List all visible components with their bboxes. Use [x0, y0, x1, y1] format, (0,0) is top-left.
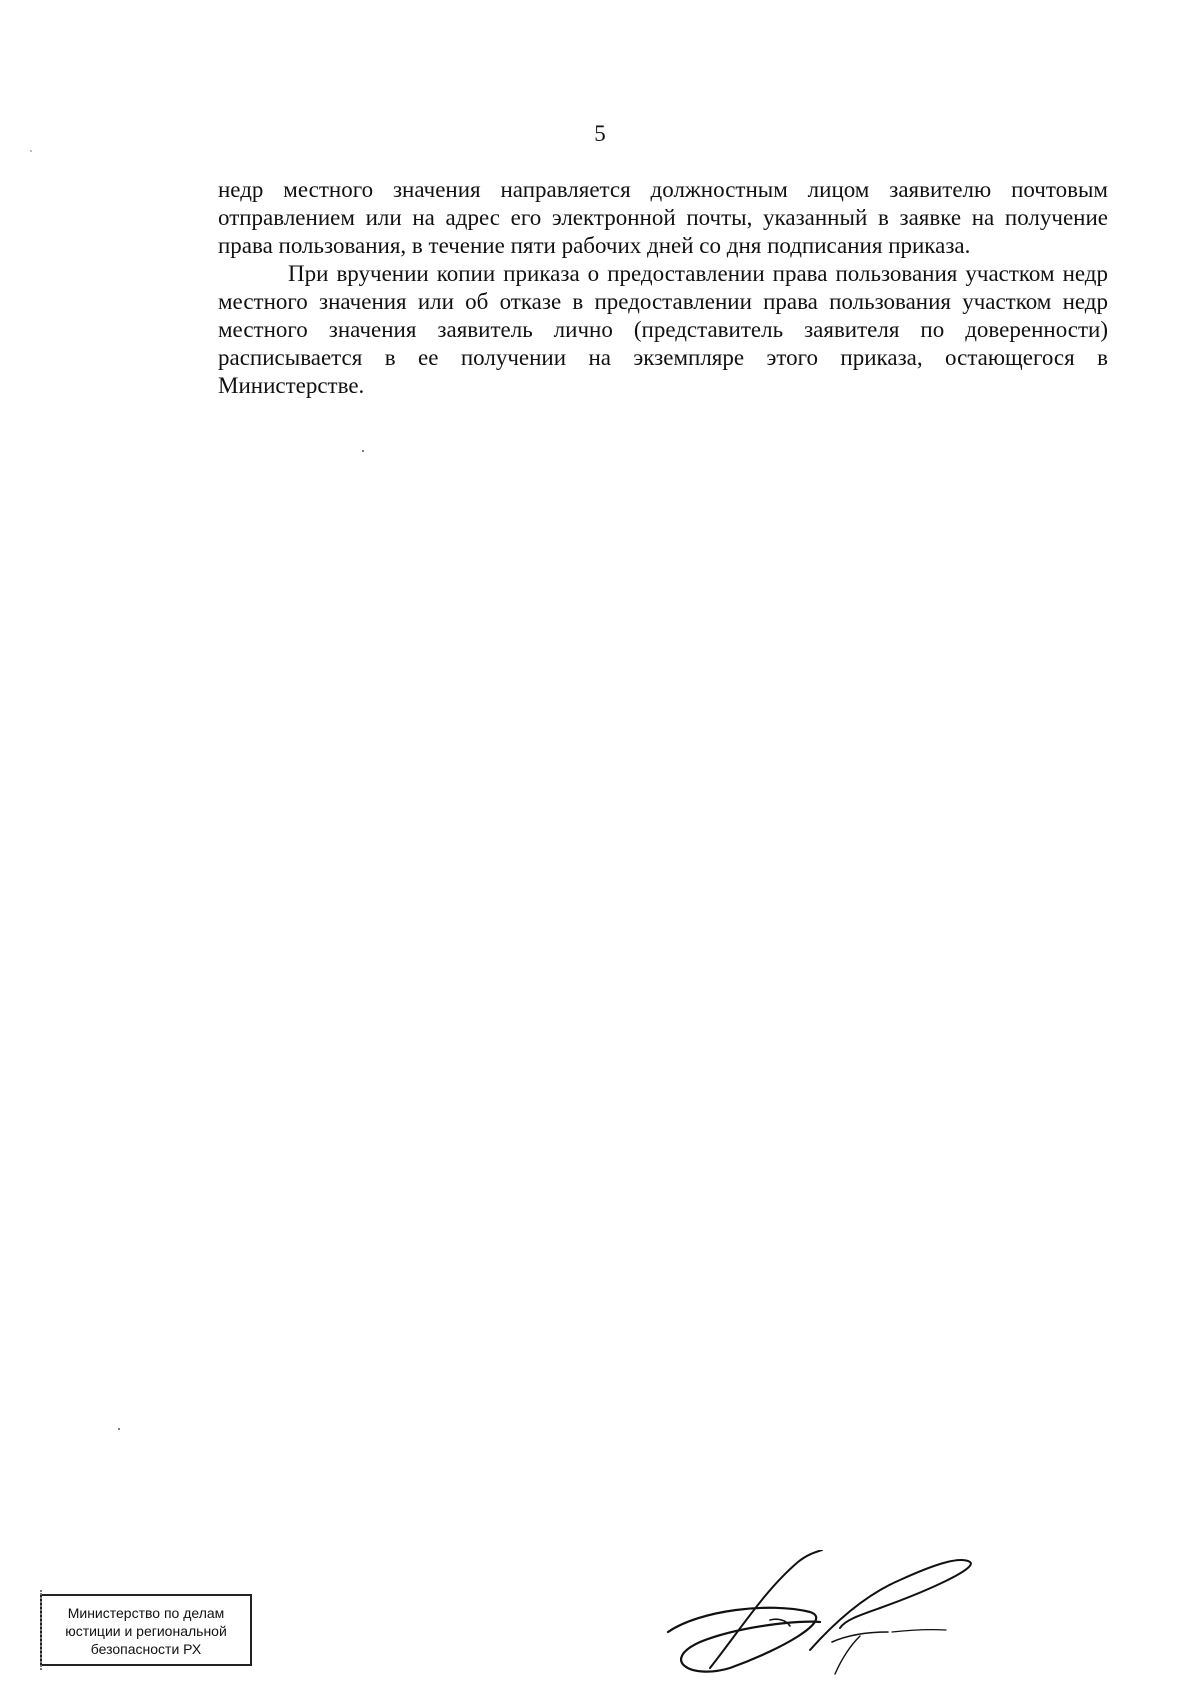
registration-stamp — [40, 1594, 252, 1666]
stamp-line: безопасности РХ — [90, 1641, 202, 1657]
document-body — [218, 176, 1108, 400]
page-number: 5 — [594, 121, 606, 146]
handwritten-signature-icon — [660, 1550, 980, 1680]
scan-speck — [362, 450, 364, 452]
paragraph-continuation: недр местного значения направляется должностным лицом заявителю почтовым отправлением или на адрес его электронной почты, указанный в заявке на получение права пользования, в течение пяти рабочих дней со дня подписания приказа. — [218, 177, 1108, 258]
scan-speck — [30, 150, 32, 152]
stamp-line: юстиции и региональной — [65, 1623, 227, 1639]
scan-speck — [118, 1428, 120, 1430]
stamp-line: Министерство по делам — [67, 1605, 225, 1621]
paragraph-delivery: При вручении копии приказа о предоставлении права пользования участком недр местного значения или об отказе в предоставлении права пользования участком недр местного значения заявитель лично (представитель заявителя по доверенности) расписывается в ее получении на экземпляре этого приказа, остающегося в Министерстве. — [218, 261, 1108, 398]
